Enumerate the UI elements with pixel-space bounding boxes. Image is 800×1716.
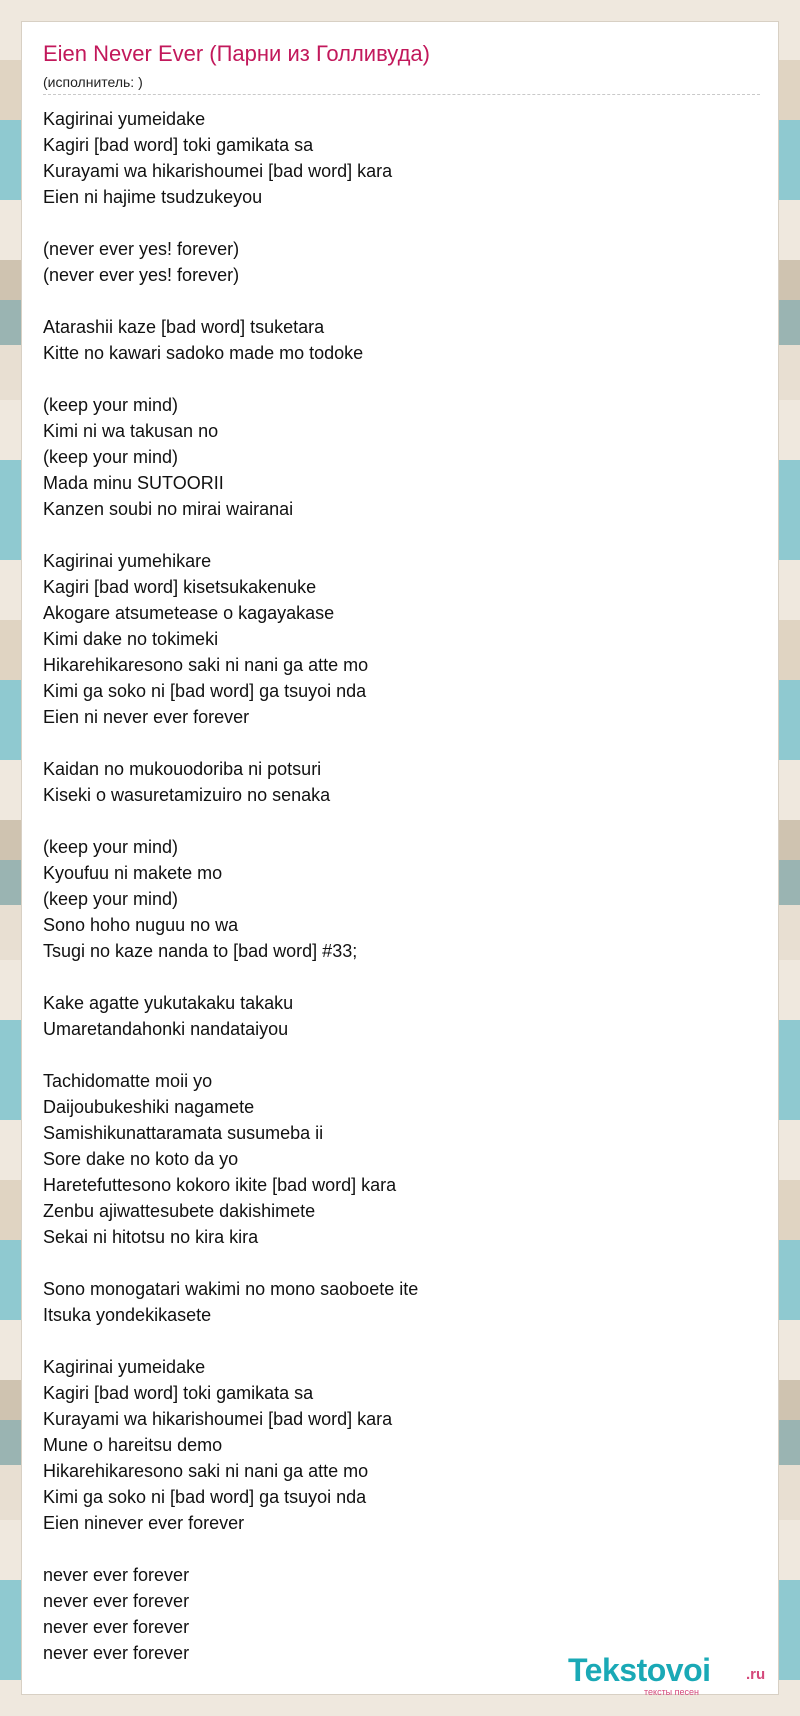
logo-name: Tekstovoi [568, 1652, 711, 1688]
lyric-line: Kaidan no mukouodoriba ni potsuri [43, 759, 322, 779]
lyric-line: Kurayami wa hikarishoumei [bad word] kara [43, 1409, 393, 1429]
lyric-line: Samishikunattaramata susumeba ii [43, 1123, 324, 1143]
lyric-line: Itsuka yondekikasete [43, 1305, 212, 1325]
logo-tagline: тексты песен [644, 1687, 700, 1697]
lyrics-stanza [43, 392, 743, 522]
lyrics-stanza [43, 1354, 743, 1536]
lyric-line: Kiseki o wasuretamizuiro no senaka [43, 785, 331, 805]
lyrics-stanza [43, 314, 743, 366]
lyric-line: Kimi ni wa takusan no [43, 421, 219, 441]
lyric-line: (never ever yes! forever) [43, 265, 240, 285]
lyric-line: Kagiri [bad word] toki gamikata sa [43, 1383, 314, 1403]
lyric-line: Kake agatte yukutakaku takaku [43, 993, 294, 1013]
lyric-line: Kagirinai yumeidake [43, 109, 206, 129]
lyrics-stanza [43, 1562, 743, 1666]
lyric-line: (keep your mind) [43, 447, 179, 467]
lyrics-stanza [43, 834, 743, 964]
lyrics-stanza [43, 990, 743, 1042]
performer-line: (исполнитель: ) [43, 74, 143, 90]
lyric-line: never ever forever [43, 1591, 190, 1611]
lyric-line: Hikarehikaresono saki ni nani ga atte mo [43, 655, 369, 675]
lyric-line: Mada minu SUTOORII [43, 473, 224, 493]
lyric-line: Kimi ga soko ni [bad word] ga tsuyoi nda [43, 681, 367, 701]
lyric-line: never ever forever [43, 1565, 190, 1585]
lyric-line: Kagirinai yumehikare [43, 551, 212, 571]
lyric-line: Kimi ga soko ni [bad word] ga tsuyoi nda [43, 1487, 367, 1507]
song-title: Eien Never Ever (Парни из Голливуда) [43, 41, 430, 66]
lyrics-card [21, 21, 779, 1695]
lyric-line: Mune o hareitsu demo [43, 1435, 223, 1455]
lyric-line: Umaretandahonki nandataiyou [43, 1019, 289, 1039]
lyric-line: Tsugi no kaze nanda to [bad word] #33; [43, 941, 358, 961]
site-logo [568, 1652, 778, 1698]
lyric-line: Kyoufuu ni makete mo [43, 863, 223, 883]
lyric-line: Sono hoho nuguu no wa [43, 915, 239, 935]
lyric-line: Sono monogatari wakimi no mono saoboete ite [43, 1279, 419, 1299]
lyric-line: (never ever yes! forever) [43, 239, 240, 259]
lyric-line: Kagiri [bad word] kisetsukakenuke [43, 577, 317, 597]
lyric-line: Kurayami wa hikarishoumei [bad word] kara [43, 161, 393, 181]
lyric-line: Eien ni never ever forever [43, 707, 250, 727]
lyric-line: (keep your mind) [43, 837, 179, 857]
lyric-line: (keep your mind) [43, 395, 179, 415]
lyric-line: Kimi dake no tokimeki [43, 629, 219, 649]
logo-tld: .ru [746, 1666, 766, 1683]
lyric-line: Sore dake no koto da yo [43, 1149, 239, 1169]
lyric-line: Kagiri [bad word] toki gamikata sa [43, 135, 314, 155]
lyrics-stanza [43, 1276, 743, 1328]
lyric-line: never ever forever [43, 1617, 190, 1637]
lyric-line: Haretefuttesono kokoro ikite [bad word] kara [43, 1175, 397, 1195]
lyric-line: Zenbu ajiwattesubete dakishimete [43, 1201, 316, 1221]
lyrics-stanza [43, 756, 743, 808]
title-divider [43, 94, 760, 95]
lyric-line: Kanzen soubi no mirai wairanai [43, 499, 294, 519]
lyrics-stanza [43, 236, 743, 288]
lyrics-body [43, 106, 743, 1692]
lyric-line: Eien ninever ever forever [43, 1513, 245, 1533]
lyric-line: Sekai ni hitotsu no kira kira [43, 1227, 259, 1247]
lyric-line: Atarashii kaze [bad word] tsuketara [43, 317, 325, 337]
lyric-line: Hikarehikaresono saki ni nani ga atte mo [43, 1461, 369, 1481]
lyric-line: (keep your mind) [43, 889, 179, 909]
lyrics-stanza [43, 1068, 743, 1250]
lyric-line: Tachidomatte moii yo [43, 1071, 213, 1091]
lyrics-stanza [43, 106, 743, 210]
lyrics-stanza [43, 548, 743, 730]
lyric-line: never ever forever [43, 1643, 190, 1663]
lyric-line: Eien ni hajime tsudzukeyou [43, 187, 263, 207]
lyric-line: Kagirinai yumeidake [43, 1357, 206, 1377]
lyric-line: Akogare atsumetease o kagayakase [43, 603, 335, 623]
lyric-line: Daijoubukeshiki nagamete [43, 1097, 255, 1117]
lyric-line: Kitte no kawari sadoko made mo todoke [43, 343, 364, 363]
